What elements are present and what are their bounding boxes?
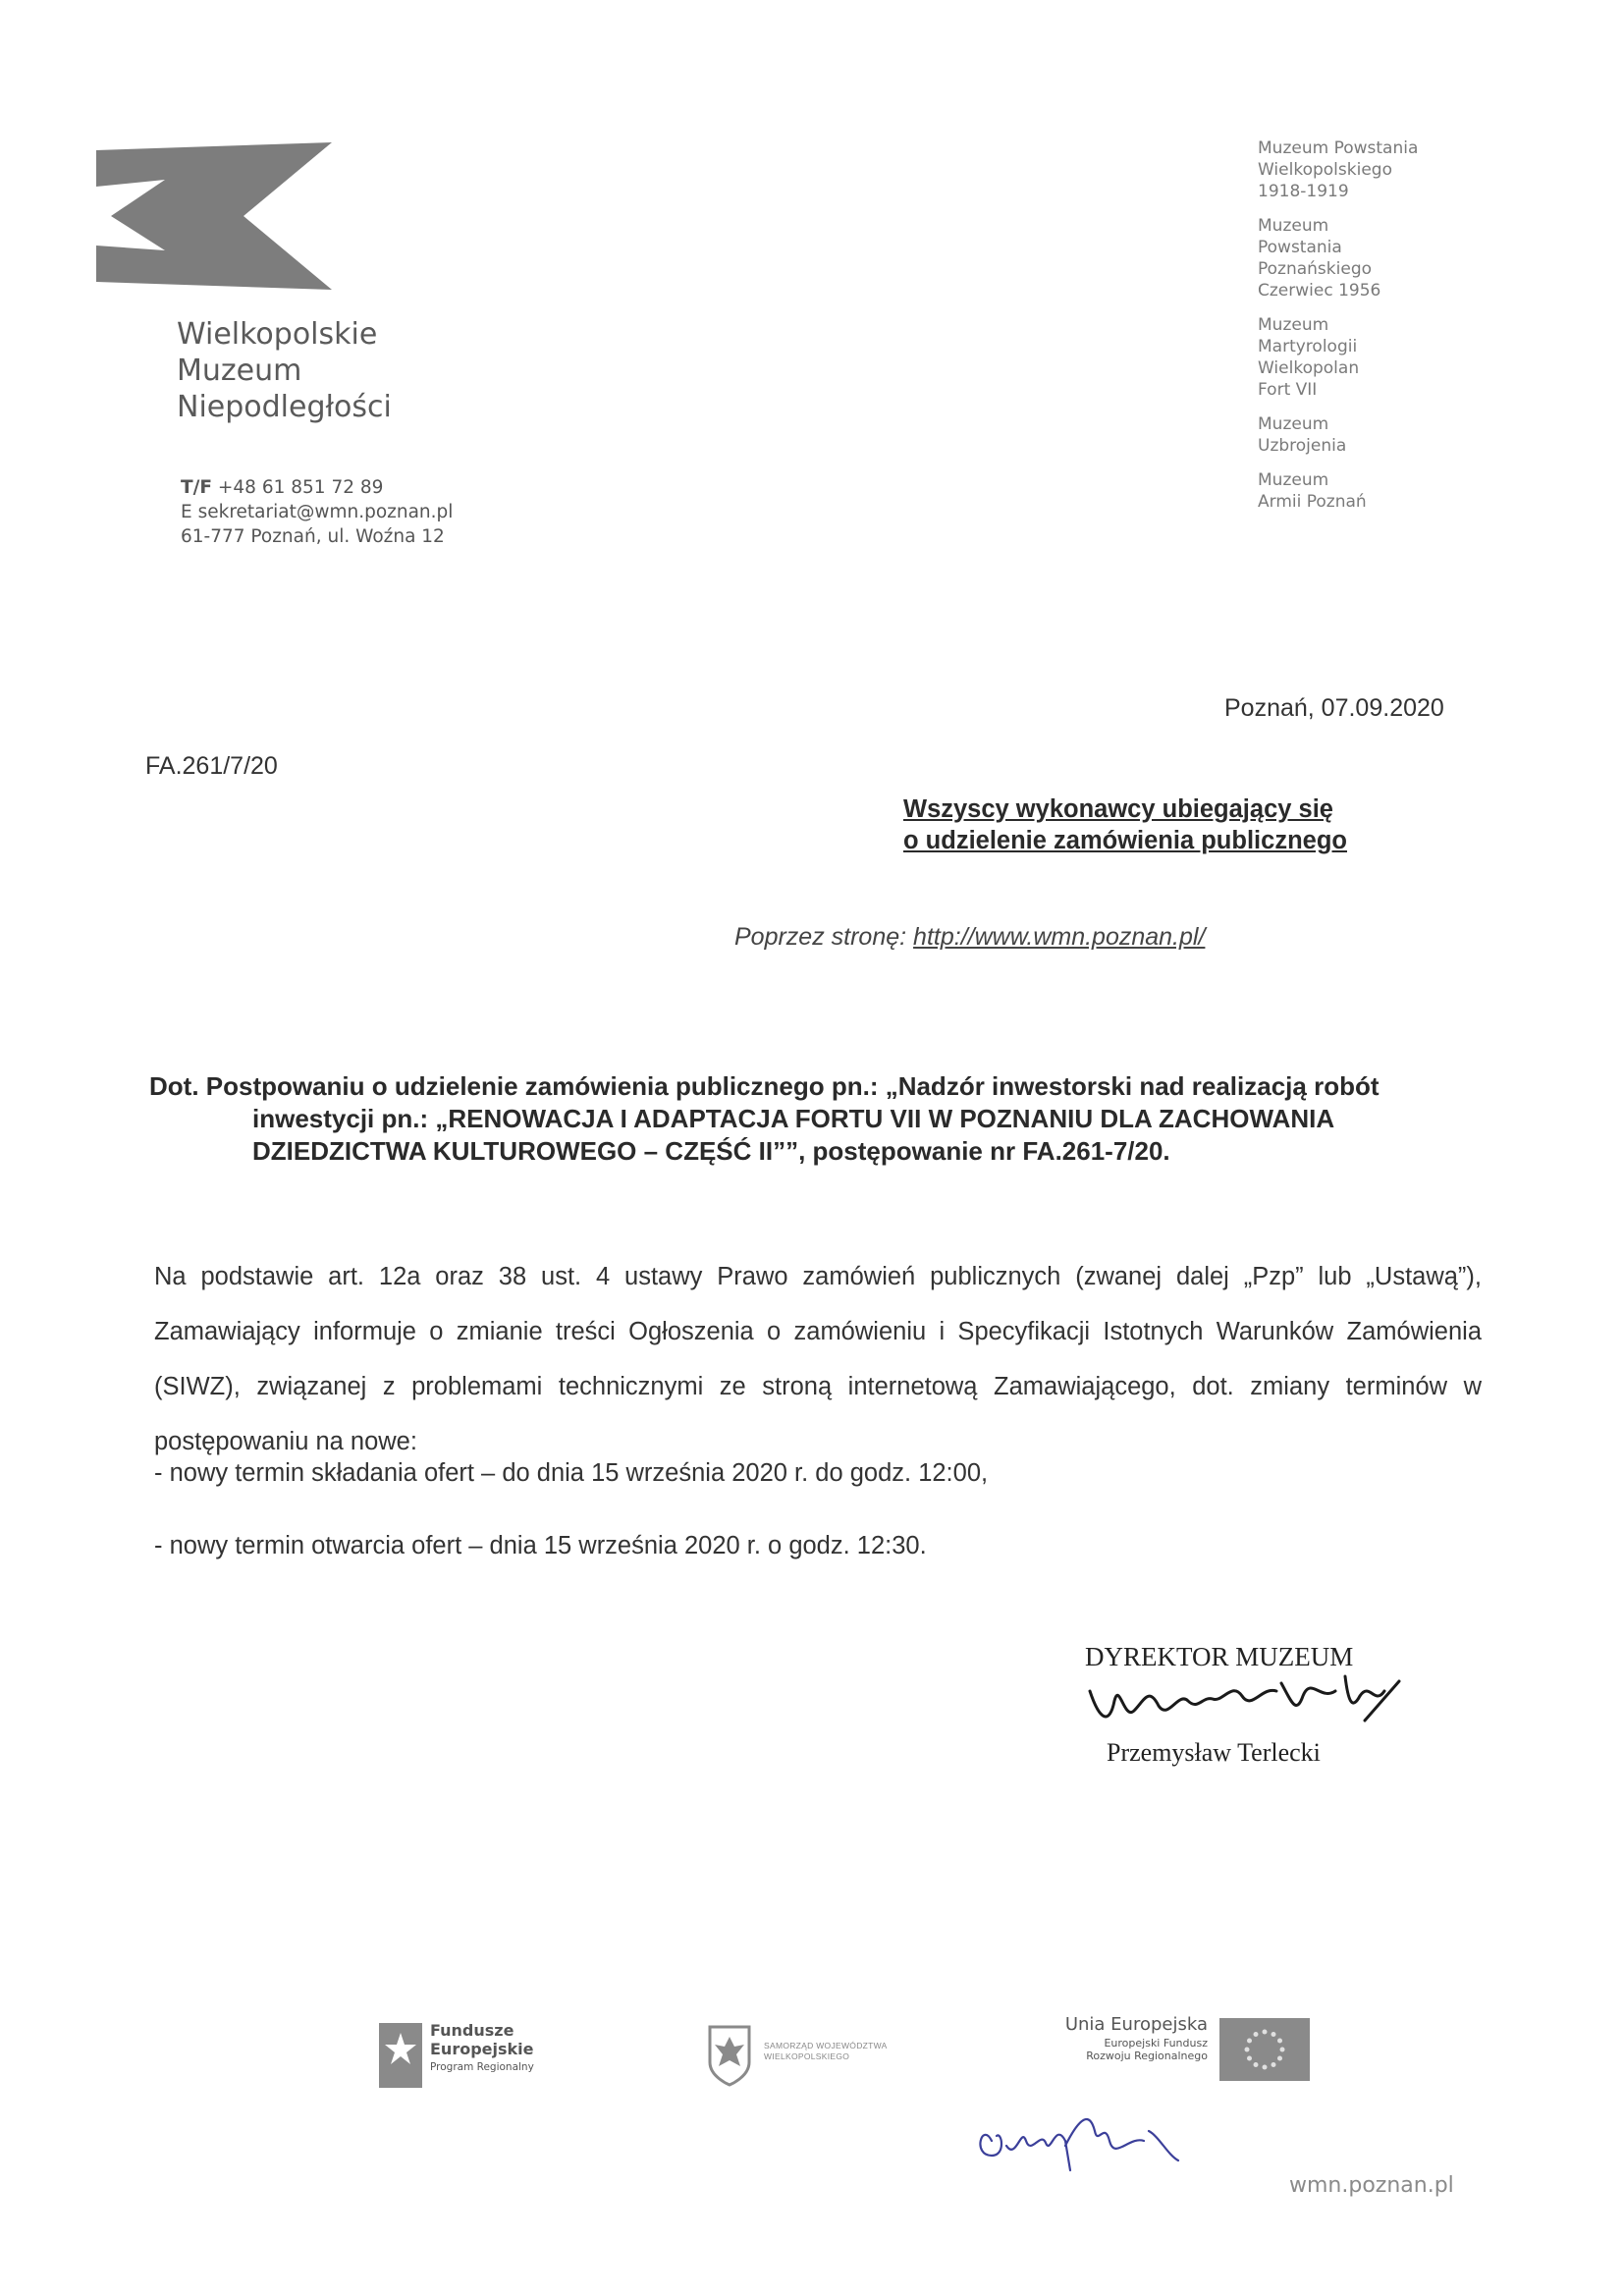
subject-line: DZIEDZICTWA KULTUROWEGO – CZĘŚĆ II””, postępowanie nr FA.261-7/20.	[252, 1136, 1170, 1166]
branch-item	[1258, 314, 1454, 401]
branch-line: Muzeum	[1258, 470, 1329, 490]
signatory-name: Przemysław Terlecki	[1107, 1738, 1321, 1767]
eu-logo	[1051, 2013, 1316, 2092]
branch-line: Fort VII	[1258, 380, 1318, 400]
signature-title: DYREKTOR MUZEUM	[1085, 1642, 1354, 1671]
branch-item	[1258, 215, 1454, 301]
bullet-item: - nowy termin składania ofert – do dnia 15 września 2020 r. do godz. 12:00,	[154, 1459, 989, 1487]
branch-line: Muzeum	[1258, 216, 1329, 236]
branch-line: Muzeum Powstania	[1258, 138, 1419, 158]
branch-item	[1258, 413, 1454, 457]
fe-label: Europejskie	[430, 2040, 534, 2058]
branch-item	[1258, 469, 1454, 513]
branch-line: 1918-1919	[1258, 182, 1349, 201]
museum-name-line: Muzeum	[177, 354, 302, 388]
eu-fund: Europejski Fundusz	[1104, 2037, 1208, 2050]
letter-date: Poznań, 07.09.2020	[1224, 694, 1444, 722]
samorzad-logo	[705, 2023, 931, 2092]
subject-line: Dot. Postpowaniu o udzielenie zamówienia publicznego pn.: „Nadzór inwestorski nad realizacją robót	[149, 1071, 1380, 1101]
museum-name	[177, 316, 392, 425]
samorzad-line: SAMORZĄD WOJEWÓDZTWA	[764, 2041, 888, 2050]
fe-star-icon	[379, 2023, 422, 2088]
website-footer: wmn.poznan.pl	[1289, 2173, 1454, 2198]
branch-line: Muzeum	[1258, 414, 1329, 434]
email-label: E	[181, 502, 192, 522]
eagle-crest-icon	[705, 2023, 754, 2088]
phone-number: +48 61 851 72 89	[217, 477, 384, 498]
museum-name-line: Wielkopolskie	[177, 317, 378, 352]
addressee	[903, 793, 1347, 856]
subject	[149, 1070, 1475, 1168]
branch-line: Czerwiec 1956	[1258, 281, 1381, 301]
eu-label: Unia Europejska	[1064, 2014, 1208, 2035]
museum-logo-mark	[96, 142, 332, 290]
email-address: sekretariat@wmn.poznan.pl	[197, 502, 454, 522]
branch-line: Wielkopolskiego	[1258, 160, 1392, 180]
branch-line: Muzeum	[1258, 315, 1329, 335]
branch-line: Wielkopolan	[1258, 358, 1360, 378]
bullet-item: - nowy termin otwarcia ofert – dnia 15 września 2020 r. o godz. 12:30.	[154, 1532, 927, 1559]
via-label: Poprzez stronę:	[734, 923, 907, 951]
eu-flag-icon	[1219, 2018, 1310, 2081]
handwritten-signature	[1085, 1662, 1409, 1740]
branch-line: Martyrologii	[1258, 337, 1358, 356]
reference-number: FA.261/7/20	[145, 752, 278, 780]
contact-block	[181, 475, 453, 549]
fe-label: Fundusze	[430, 2021, 514, 2040]
branch-line: Powstania	[1258, 238, 1342, 257]
branch-list	[1258, 137, 1454, 525]
branch-line: Armii Poznań	[1258, 492, 1367, 512]
fundusze-europejskie-logo	[379, 2013, 575, 2096]
branch-item	[1258, 137, 1454, 202]
addressee-line: Wszyscy wykonawcy ubiegający się	[903, 795, 1333, 823]
branch-line: Uzbrojenia	[1258, 436, 1347, 456]
postal-address: 61-777 Poznań, ul. Woźna 12	[181, 526, 445, 547]
blue-ink-signature	[972, 2102, 1227, 2180]
phone-label: T/F	[181, 477, 213, 498]
fe-program: Program Regionalny	[430, 2061, 534, 2073]
website-link[interactable]: http://www.wmn.poznan.pl/	[913, 923, 1206, 951]
body-paragraph: Na podstawie art. 12a oraz 38 ust. 4 ustawy Prawo zamówień publicznych (zwanej dalej „Pzp” lub „Ustawą”), Zamawiający informuje o zmianie treści Ogłoszenia o zamówieniu i Specyfikacji Istotnych Warunków Zamówienia (SIWZ), związanej z problemami technicznymi ze stroną internetową Zamawiającego, dot. zmiany terminów w postępowaniu na nowe:	[154, 1263, 1482, 1455]
eu-fund: Rozwoju Regionalnego	[1086, 2050, 1208, 2062]
via-website	[734, 923, 1205, 952]
samorzad-line: WIELKOPOLSKIEGO	[764, 2051, 850, 2061]
addressee-line: o udzielenie zamówienia publicznego	[903, 827, 1347, 854]
signature-stamp	[1085, 1642, 1409, 1789]
branch-line: Poznańskiego	[1258, 259, 1373, 279]
museum-name-line: Niepodległości	[177, 390, 392, 424]
subject-line: inwestycji pn.: „RENOWACJA I ADAPTACJA FORTU VII W POZNANIU DLA ZACHOWANIA	[252, 1104, 1335, 1133]
